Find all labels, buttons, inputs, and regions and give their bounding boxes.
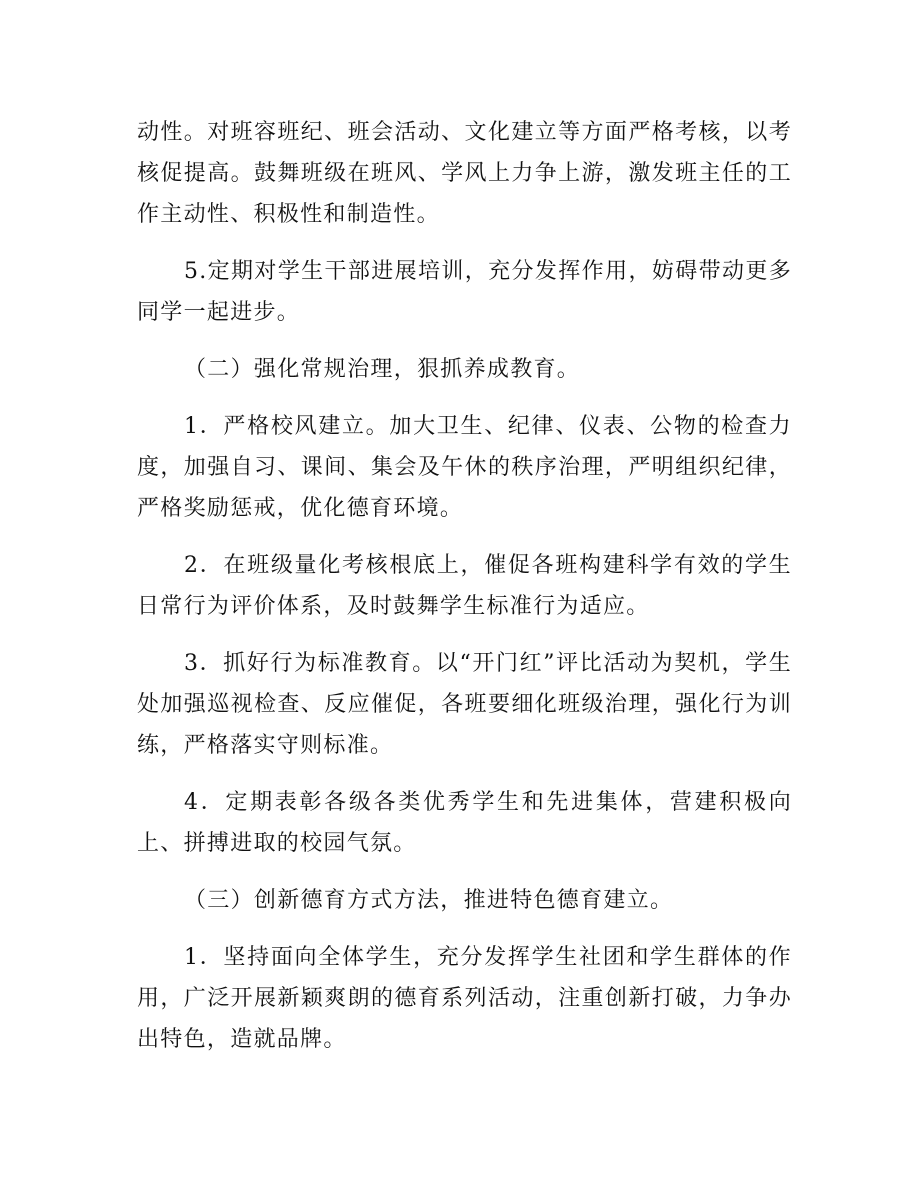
section-heading-2: （二）强化常规治理，狠抓养成教育。 — [184, 357, 581, 382]
paragraph-continuation: 动性。对班容班纪、班会活动、文化建立等方面严格考核，以考核促提高。鼓舞班级在班风、学风上力争上游，激发班主任的工作主动性、积极性和制造性。 — [137, 120, 792, 227]
document-body — [137, 112, 792, 1076]
paragraph-item-5: 5.定期对学生干部进展培训，充分发挥作用，妨碍带动更多同学一起进步。 — [137, 259, 792, 325]
paragraph-item-1-section-3: 1．坚持面向全体学生，充分发挥学生社团和学生群体的作用，广泛开展新颖爽朗的德育系列活动，注重创新打破，力争办出特色，造就品牌。 — [137, 945, 792, 1052]
paragraph-item-3: 3．抓好行为标准教育。以“开门红”评比活动为契机，学生处加强巡视检查、反应催促，各班要细化班级治理，强化行为训练，严格落实守则标准。 — [137, 651, 792, 758]
section-heading-3: （三）创新德育方式方法，推进特色德育建立。 — [184, 888, 674, 913]
paragraph-item-1: 1．严格校风建立。加大卫生、纪律、仪表、公物的检查力度，加强自习、课间、集会及午休的秩序治理，严明组织纪律，严格奖励惩戒，优化德育环境。 — [137, 414, 792, 521]
paragraph-item-2: 2．在班级量化考核根底上，催促各班构建科学有效的学生日常行为评价体系，及时鼓舞学生标准行为适应。 — [137, 553, 792, 619]
paragraph-item-4: 4．定期表彰各级各类优秀学生和先进集体，营建积极向上、拼搏进取的校园气氛。 — [137, 790, 792, 856]
